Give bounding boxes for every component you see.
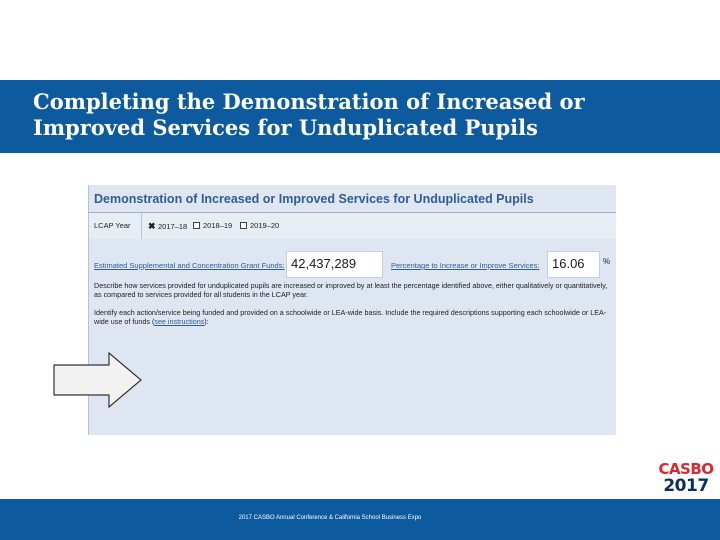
unchecked-box-icon xyxy=(193,222,200,229)
footer-text: 2017 CASBO Annual Conference & California School Business Expo xyxy=(238,515,422,521)
year-option-2018-19[interactable] xyxy=(193,221,232,230)
lcap-form-screenshot xyxy=(88,185,616,435)
year-option-label: 2019–20 xyxy=(250,221,280,230)
unchecked-box-icon xyxy=(240,222,247,229)
see-instructions-link[interactable]: see instructions xyxy=(154,317,205,326)
lcap-year-separator xyxy=(141,213,142,239)
grant-funds-label[interactable]: Estimated Supplemental and Concentration Grant Funds: xyxy=(94,261,285,270)
year-option-2017-18[interactable] xyxy=(148,221,187,231)
slide-title: Completing the Demonstration of Increased or Improved Services for Unduplicated Pupils xyxy=(33,89,585,140)
right-arrow-icon xyxy=(53,352,143,408)
checked-x-icon: ✖ xyxy=(148,221,156,231)
lcap-year-row xyxy=(89,213,616,239)
percent-symbol: % xyxy=(603,257,611,266)
year-option-2019-20[interactable] xyxy=(240,221,279,230)
logo-word: CASBO xyxy=(658,460,714,478)
form-heading: Demonstration of Increased or Improved Services for Unduplicated Pupils xyxy=(94,192,534,206)
casbo-2017-logo xyxy=(658,461,714,497)
description-text-2: Identify each action/service being funded and provided on a schoolwide or LEA-wide basis. Include the required descriptions supporting each schoolwide or LEA-wide use of funds (see instructions): xyxy=(94,308,607,326)
logo-year: 2017 xyxy=(663,476,709,496)
footer-bar xyxy=(0,499,720,540)
title-bar xyxy=(0,80,720,153)
year-option-label: 2018–19 xyxy=(203,221,233,230)
description-text-2-body: Identify each action/service being funded and provided on a schoolwide or LEA-wide basis. Include the required descriptions supporting each schoolwide or LEA-wide use of funds xyxy=(94,308,607,326)
year-option-label: 2017–18 xyxy=(158,222,188,231)
lcap-year-label: LCAP Year xyxy=(94,221,131,230)
grant-funds-field[interactable]: 42,437,289 xyxy=(286,251,383,278)
percentage-label[interactable]: Percentage to Increase or Improve Services: xyxy=(391,261,540,270)
description-text-1: Describe how services provided for unduplicated pupils are increased or improved by at least the percentage identified above, either qualitatively or quantitatively, as compared to services provided for all students in the LCAP year. xyxy=(94,281,608,299)
percentage-field[interactable]: 16.06 xyxy=(547,251,600,278)
